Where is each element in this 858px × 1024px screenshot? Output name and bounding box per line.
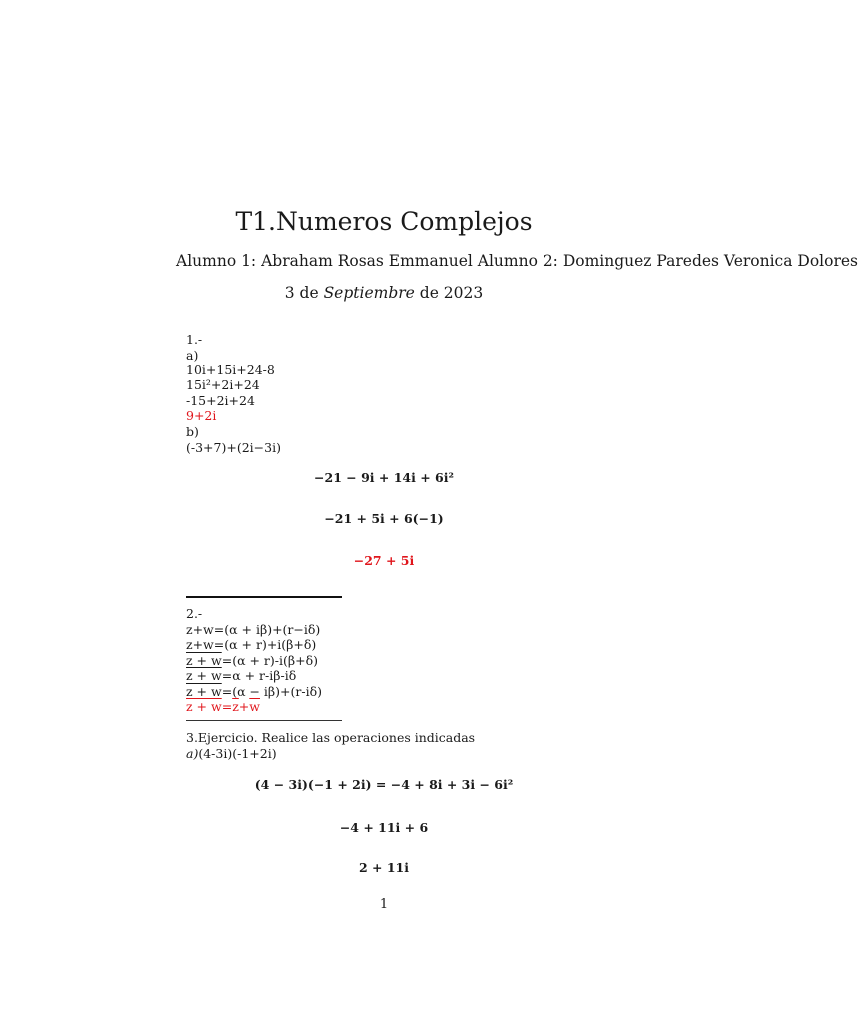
final-plus: +: [238, 699, 250, 714]
ex1-a-line: 15i²+2i+24: [186, 377, 260, 392]
page-number: 1: [379, 897, 389, 912]
section-divider-thin: [186, 720, 342, 721]
final-eq: =: [221, 699, 233, 714]
ex2-line: z+w=(α + r)+i(β+δ): [186, 637, 317, 652]
ex1-a-label: a): [186, 348, 199, 363]
conj-rhs: =α + r-iβ-iδ: [221, 668, 297, 683]
final-lhs: z + w: [186, 699, 222, 714]
ex1-heading: 1.-: [186, 332, 203, 347]
conj-rhs: =(α + r)-i(β+δ): [221, 653, 318, 668]
ex3-step: −4 + 11i + 6: [339, 820, 429, 835]
conj-rhs: =(α − iβ)+(r-iδ): [221, 684, 322, 699]
ex3-step: 2 + 11i: [358, 860, 410, 875]
conj-lhs: z + w: [186, 668, 222, 683]
final-w: $\overline{w}$: [249, 699, 260, 714]
ex2-conj-line: [186, 653, 318, 668]
date-month: Septiembre: [323, 284, 415, 302]
authors-line: Alumno 1: Abraham Rosas Emmanuel Alumno 2: Dominguez Paredes Veronica Dolores: [176, 252, 858, 270]
ex2-final: [186, 699, 260, 714]
ex1-a-result: 9+2i: [186, 408, 217, 423]
ex2-line: z+w=(α + iβ)+(r−iδ): [186, 622, 321, 637]
date-line: [0, 284, 768, 302]
section-divider-thick: [186, 596, 342, 598]
ex3-step: (4 − 3i)(−1 + 2i) = −4 + 8i + 3i − 6i²: [254, 777, 514, 792]
ex3-a-problem: (4-3i)(-1+2i): [198, 746, 277, 761]
ex3-a-label: a): [186, 746, 199, 761]
conj-lhs: z + w: [186, 684, 222, 699]
document-title: T1.Numeros Complejos: [235, 207, 533, 236]
ex3-heading: 3.Ejercicio. Realice las operaciones indicadas: [186, 730, 476, 745]
ex1-a-line: 10i+15i+24-8: [186, 362, 275, 377]
date-prefix: 3 de: [284, 284, 324, 302]
date-suffix: de 2023: [414, 284, 484, 302]
ex1-b-label: b): [186, 424, 199, 439]
ex1-b-step: −21 − 9i + 14i + 6i²: [314, 470, 454, 485]
ex3-a: [186, 746, 277, 761]
ex2-conj-line: [186, 684, 322, 699]
ex2-conj-line: [186, 668, 296, 683]
ex1-a-line: -15+2i+24: [186, 393, 255, 408]
conj-lhs: z + w: [186, 653, 222, 668]
final-z: $\overline{z}$: [232, 699, 239, 714]
ex1-b-result: −27 + 5i: [353, 553, 415, 568]
ex1-b-step: −21 + 5i + 6(−1): [324, 511, 444, 526]
ex1-b-problem: (-3+7)+(2i−3i): [186, 440, 281, 455]
ex2-heading: 2.-: [186, 606, 203, 621]
